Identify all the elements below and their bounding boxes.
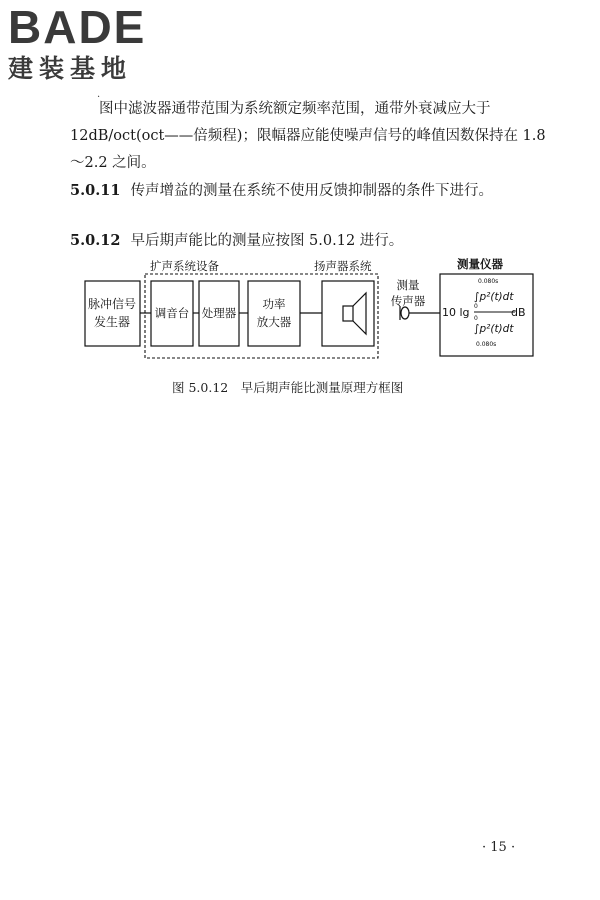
paragraph-filter-note [70,96,550,177]
mic-label-2: 传声器 [390,294,426,308]
page-number: · 15 · [482,840,516,855]
logo-brand-text: BADE [8,1,147,53]
clause-text: 早后期声能比的测量应按图 5.0.12 进行。 [130,233,404,249]
lower-integrand: ∫p²(t)dt [474,323,514,335]
speaker-group-label: 扬声器系统 [314,259,372,273]
amplifier-label-1: 功率 [262,297,286,311]
clause-number: 5.0.11 [70,182,121,199]
mic-label-1: 测量 [396,278,420,292]
pulse-generator-label-2: 发生器 [93,315,131,329]
brand-logo [8,1,178,94]
block-diagram [0,256,600,366]
microphone-icon [400,306,409,320]
figure-caption: 图 5.0.12 早后期声能比测量原理方框图 [172,380,404,395]
processor-label: 处理器 [201,306,237,320]
instrument-label: 测量仪器 [457,257,503,271]
pulse-generator-box [85,281,140,346]
upper-limit-bottom: 0 [474,303,478,310]
clause-text: 传声增益的测量在系统不使用反馈抑制器的条件下进行。 [130,183,493,199]
speaker-icon [343,293,366,334]
lower-limit-bottom: 0.080s [476,341,497,348]
clause-5-0-12 [70,227,550,255]
lower-limit-top: 0 [474,315,478,322]
mixer-label: 调音台 [154,306,190,320]
clause-5-0-11 [70,177,550,205]
pulse-generator-label-1: 脉冲信号 [87,297,137,311]
stray-dot: · [97,92,101,103]
amplifier-box [248,281,300,346]
upper-limit-top: 0.080s [478,278,499,285]
clause-number: 5.0.12 [70,232,121,249]
paragraph-text: 图中滤波器通带范围为系统额定频率范围，通带外衰减应大于 12dB/oct(oct——倍频程)；限幅器应能使噪声信号的峰值因数保持在 1.8～2.2 之间。 [70,101,546,171]
logo-subtitle: 建装基地 [8,54,133,83]
formula-prefix: 10 lg [442,306,470,319]
upper-integrand: ∫p²(t)dt [474,291,514,303]
formula-unit: dB [511,306,526,319]
pa-group-label: 扩声系统设备 [150,259,219,273]
amplifier-label-2: 放大器 [256,315,292,329]
